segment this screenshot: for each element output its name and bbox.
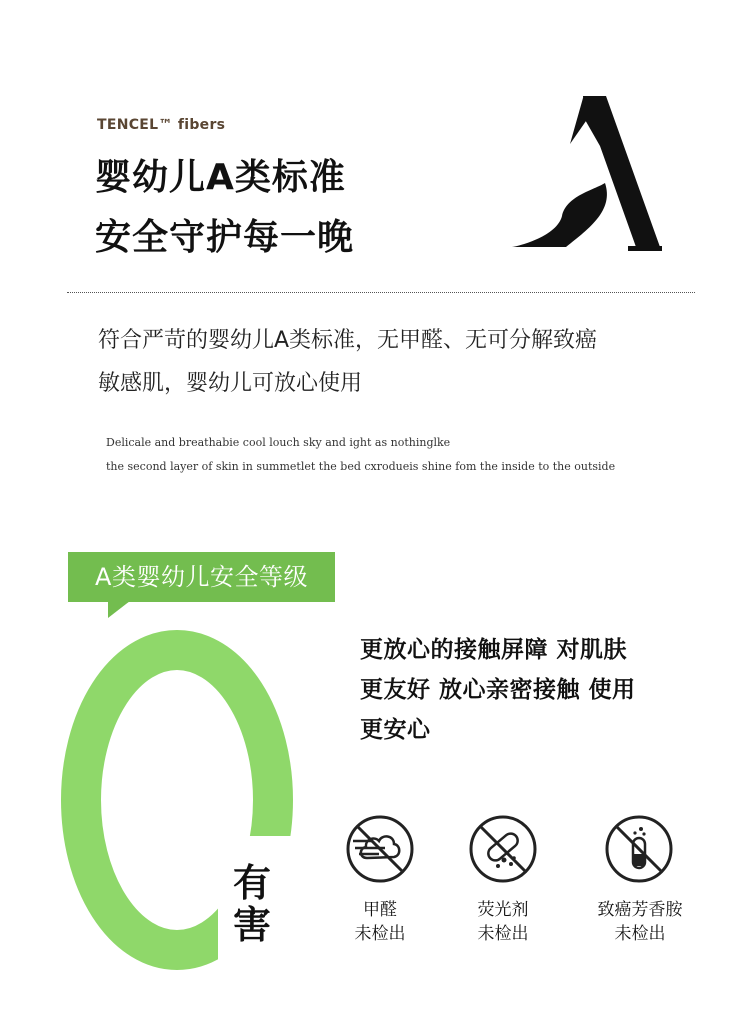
zero-harm-char-1: 有 [232,861,271,905]
no-carcinogen-icon [604,814,674,884]
no-fluorescent-icon [468,814,538,884]
carcinogen-label-line-1: 致癌芳香胺 [597,900,683,920]
brand-label: TENCEL™ fibers [97,117,226,133]
carcinogen-label-line-2: 未检出 [614,924,666,944]
no-formaldehyde-icon [345,814,415,884]
description-line-2: 敏感肌，婴幼儿可放心使用 [98,371,363,396]
fluorescent-label-line-1: 荧光剂 [477,900,529,920]
english-line-2: the second layer of skin in summetlet the bed cxrodueis shine fom the inside to the outside [106,460,616,473]
carcinogen-label [578,898,702,946]
benefit-line-2: 更友好 放心亲密接触 使用 [360,677,636,703]
formaldehyde-label-line-2: 未检出 [354,924,406,944]
headline-line-1: 婴幼儿A类标准 [95,157,346,198]
formaldehyde-label [330,898,430,946]
tencel-a-logo-icon [510,96,665,256]
formaldehyde-label-line-1: 甲醛 [363,900,397,920]
fluorescent-label-line-2: 未检出 [477,924,529,944]
dotted-divider [67,292,695,293]
zero-harm-text [230,862,274,946]
benefit-line-1: 更放心的接触屏障 对肌肤 [360,637,628,663]
safety-grade-badge: A类婴幼儿安全等级 [68,552,335,602]
badge-tail [108,601,130,618]
english-line-1: Delicale and breathabie cool louch sky and ight as nothinglke [106,436,451,449]
zero-harm-char-2: 害 [232,903,271,947]
fluorescent-label [453,898,553,946]
headline-line-2: 安全守护每一晚 [95,217,355,258]
description-line-1: 符合严苛的婴幼儿A类标准，无甲醛、无可分解致癌 [98,328,598,353]
benefit-line-3: 更安心 [360,717,431,743]
